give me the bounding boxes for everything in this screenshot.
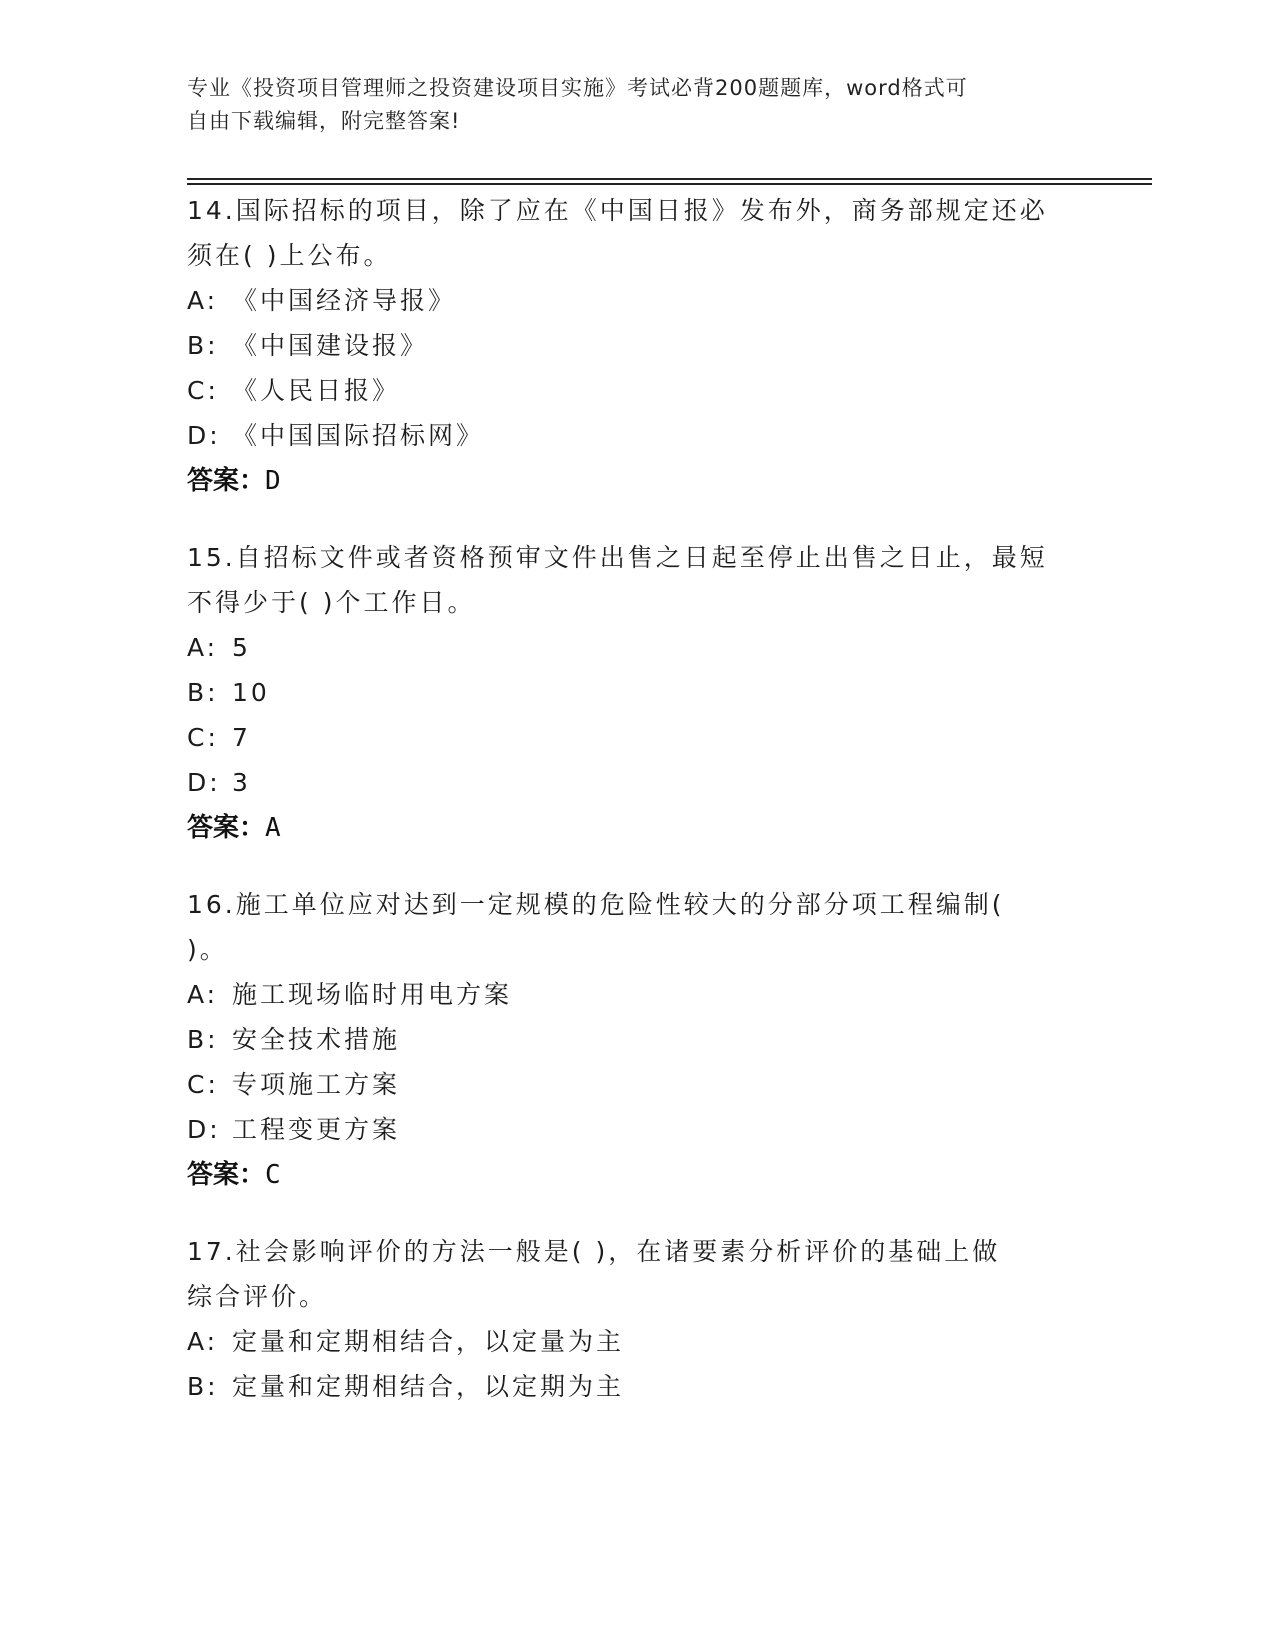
option-text: 定量和定期相结合，以定期为主: [232, 1372, 625, 1401]
option-d: [187, 760, 1087, 805]
question-stem: [187, 882, 1087, 972]
question-stem-line-2: 综合评价。: [187, 1282, 328, 1311]
option-letter: B:: [187, 331, 219, 360]
question-stem-line-1: 16.施工单位应对达到一定规模的危险性较大的分部分项工程编制(: [187, 890, 1005, 919]
option-text: 专项施工方案: [232, 1070, 401, 1099]
question-stem-line-1: 15.自招标文件或者资格预审文件出售之日起至停止出售之日止，最短: [187, 543, 1048, 572]
answer-line: [187, 805, 1087, 851]
option-letter: C:: [187, 1070, 219, 1099]
option-text: 定量和定期相结合，以定量为主: [232, 1327, 625, 1356]
option-letter: C:: [187, 723, 219, 752]
question-stem-line-1: 17.社会影响评价的方法一般是( )，在诸要素分析评价的基础上做: [187, 1237, 1001, 1266]
header-divider-bottom: [187, 183, 1152, 185]
option-letter: C:: [187, 376, 219, 405]
option-b: [187, 670, 1087, 715]
option-text: 《人民日报》: [232, 376, 401, 405]
option-text: 《中国国际招标网》: [232, 421, 485, 450]
question-stem-line-2: 须在( )上公布。: [187, 241, 392, 270]
question-stem: [187, 1229, 1087, 1319]
option-text: 施工现场临时用电方案: [232, 980, 513, 1009]
question-15: [187, 535, 1087, 851]
question-stem-line-2: )。: [187, 935, 228, 964]
option-a: [187, 278, 1087, 323]
option-a: [187, 972, 1087, 1017]
question-16: [187, 882, 1087, 1198]
option-d: [187, 413, 1087, 458]
header-line-2: 自由下载编辑，附完整答案!: [187, 109, 461, 133]
option-a: [187, 625, 1087, 670]
question-stem: [187, 188, 1087, 278]
option-letter: B:: [187, 1372, 219, 1401]
option-text: 5: [232, 633, 251, 662]
option-text: 《中国建设报》: [232, 331, 429, 360]
answer-line: [187, 458, 1087, 504]
header-line-1: 专业《投资项目管理师之投资建设项目实施》考试必背200题题库，word格式可: [187, 76, 968, 100]
option-letter: A:: [187, 633, 219, 662]
option-text: 7: [232, 723, 251, 752]
option-text: 10: [232, 678, 270, 707]
option-b: [187, 1364, 1087, 1409]
option-letter: D:: [187, 768, 221, 797]
answer-value: A: [265, 813, 281, 843]
question-17: [187, 1229, 1087, 1409]
option-b: [187, 323, 1087, 368]
option-letter: B:: [187, 1025, 219, 1054]
option-a: [187, 1319, 1087, 1364]
option-c: [187, 368, 1087, 413]
option-b: [187, 1017, 1087, 1062]
answer-line: [187, 1152, 1087, 1198]
question-stem: [187, 535, 1087, 625]
option-text: 工程变更方案: [232, 1115, 401, 1144]
option-text: 《中国经济导报》: [232, 286, 457, 315]
option-letter: A:: [187, 286, 219, 315]
option-letter: D:: [187, 421, 221, 450]
option-letter: B:: [187, 678, 219, 707]
option-c: [187, 1062, 1087, 1107]
question-stem-line-1: 14.国际招标的项目，除了应在《中国日报》发布外，商务部规定还必: [187, 196, 1048, 225]
question-stem-line-2: 不得少于( )个工作日。: [187, 588, 476, 617]
option-text: 3: [232, 768, 251, 797]
option-d: [187, 1107, 1087, 1152]
answer-label: 答案：: [187, 813, 266, 843]
header-divider-top: [187, 178, 1152, 180]
option-c: [187, 715, 1087, 760]
option-letter: A:: [187, 1327, 219, 1356]
question-14: [187, 188, 1087, 504]
answer-label: 答案：: [187, 1160, 266, 1190]
option-letter: D:: [187, 1115, 221, 1144]
answer-value: D: [265, 466, 281, 496]
document-header: [187, 72, 1067, 138]
answer-label: 答案：: [187, 466, 266, 496]
option-letter: A:: [187, 980, 219, 1009]
option-text: 安全技术措施: [232, 1025, 401, 1054]
answer-value: C: [265, 1160, 281, 1190]
